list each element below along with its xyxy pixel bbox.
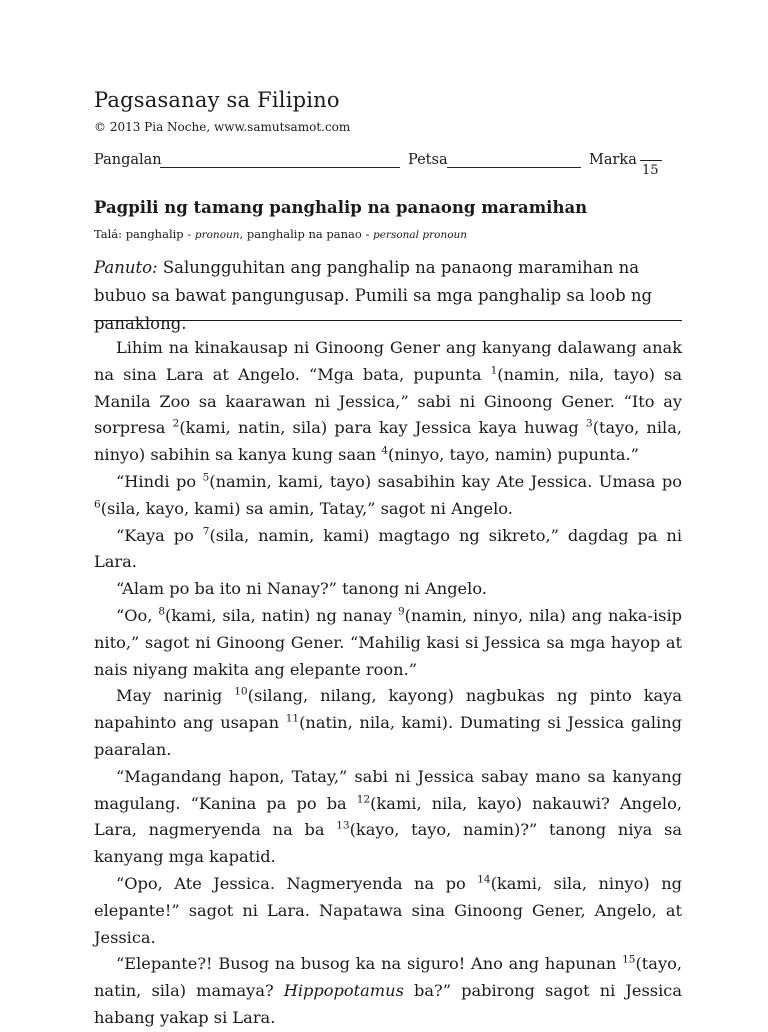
choice-text[interactable]: (kami, natin, sila) para kay Jessica kaya huwag <box>179 418 587 438</box>
choice-text[interactable]: (tayo, natin, sila) mamaya? <box>94 954 682 1001</box>
item-number: 1 <box>490 364 498 377</box>
item-number: 15 <box>622 953 636 966</box>
text-run: “Alam po ba ito ni Nanay?” tanong ni Angelo. <box>116 579 487 599</box>
item-number: 8 <box>158 605 166 618</box>
italic-word: Hippopotamus <box>283 981 404 1001</box>
note-prefix: Talá: panghalip - <box>94 227 195 241</box>
item-number: 10 <box>234 685 248 698</box>
text-run: “Opo, Ate Jessica. Nagmeryenda na po <box>116 873 478 893</box>
text-run: “Kaya po <box>116 525 203 545</box>
story-paragraph <box>94 764 682 871</box>
instructions-text: Salungguhitan ang panghalip na panaong maramihan na bubuo sa bawat pangungusap. Pumili sa mga panghalip sa loob ng panaklong. <box>94 258 653 333</box>
terminology-note <box>94 227 467 241</box>
divider-rule <box>94 320 682 321</box>
story-text <box>94 335 682 1032</box>
score-total: 15 <box>642 163 659 178</box>
story-paragraph <box>94 871 682 951</box>
section-title: Pagpili ng tamang panghalip na panaong maramihan <box>94 198 588 217</box>
choice-text[interactable]: (namin, kami, tayo) sasabihin kay Ate Jessica. Umasa po <box>209 471 682 491</box>
note-mid: , panghalip na panao - <box>239 227 373 241</box>
text-run: “Oo, <box>116 605 159 625</box>
text-run: “Hindi po <box>116 471 203 491</box>
copyright-notice: © 2013 Pia Noche, www.samutsamot.com <box>94 120 351 134</box>
choice-text[interactable]: (kami, sila, ninyo) ng elepante!” sagot ni Lara. Napatawa sina Ginoong Gener, Angelo, at Jessica. <box>94 873 682 947</box>
item-number: 14 <box>477 873 491 886</box>
story-paragraph <box>94 576 682 603</box>
item-number: 13 <box>336 819 350 832</box>
choice-text[interactable]: (sila, namin, kami) magtago ng sikreto,” dagdag pa ni Lara. <box>94 525 683 572</box>
choice-text[interactable]: (namin, nila, tayo) sa Manila Zoo sa kaarawan ni Jessica,” sabi ni Ginoong Gener. “Ito ay sorpresa <box>94 364 682 438</box>
item-number: 3 <box>586 418 593 430</box>
choice-text[interactable]: (namin, ninyo, nila) ang naka-isip nito,” sagot ni Ginoong Gener. “Mahilig kasi si Jessica sa mga hayop at nais niyang makita ang elepante roon.” <box>94 605 683 679</box>
choice-text[interactable]: (sila, kayo, kami) sa amin, Tatay,” sagot ni Angelo. <box>100 498 513 518</box>
name-label: Pangalan <box>94 152 162 168</box>
choice-text[interactable]: (tayo, nila, ninyo) sabihin sa kanya kung saan <box>94 418 682 465</box>
text-run: “Magandang hapon, Tatay,” sabi ni Jessica sabay mano sa kanyang magulang. “Kanina pa po ba <box>94 766 682 813</box>
date-label: Petsa <box>408 152 448 168</box>
story-paragraph <box>94 603 682 683</box>
note-term-personal-pronoun: personal pronoun <box>373 229 468 241</box>
story-paragraph <box>94 335 682 469</box>
story-paragraph <box>94 951 682 1031</box>
item-number: 6 <box>94 498 101 511</box>
student-info-fields <box>94 152 674 182</box>
score-fraction-bar[interactable] <box>640 160 662 161</box>
story-paragraph <box>94 469 682 523</box>
item-number: 7 <box>202 525 210 538</box>
instructions <box>94 254 686 338</box>
choice-text[interactable]: (kayo, tayo, namin)?” tanong niya sa kanyang mga kapatid. <box>94 820 682 867</box>
text-run: May narinig <box>116 686 235 706</box>
choice-text[interactable]: (silang, nilang, kayong) nagbukas ng pinto kaya napahinto ang usapan <box>94 686 682 733</box>
score-label: Marka <box>589 152 637 168</box>
item-number: 9 <box>397 605 405 618</box>
item-number: 11 <box>285 712 300 725</box>
date-blank[interactable] <box>447 167 581 168</box>
choice-text[interactable]: (natin, nila, kami). Dumating si Jessica galing paaralan. <box>94 713 682 759</box>
choice-text[interactable]: (kami, nila, kayo) nakauwi? Angelo, Lara, nagmeryenda na ba <box>94 793 682 840</box>
page-title: Pagsasanay sa Filipino <box>94 88 340 112</box>
item-number: 2 <box>172 418 180 430</box>
choice-text[interactable]: (kami, sila, natin) ng nanay <box>165 605 398 625</box>
text-run: “Elepante?! Busog na busog ka na siguro! Ano ang hapunan <box>116 954 623 974</box>
text-run: ba?” pabirong sagot ni Jessica habang yakap si Lara. <box>94 981 682 1027</box>
story-paragraph <box>94 523 682 577</box>
story-paragraph <box>94 683 682 763</box>
note-term-pronoun: pronoun <box>194 229 240 241</box>
item-number: 12 <box>356 793 371 806</box>
name-blank[interactable] <box>160 167 400 168</box>
text-run: Lihim na kinakausap ni Ginoong Gener ang kanyang dalawang anak na sina Lara at Angelo. “Mga bata, pupunta <box>94 338 682 384</box>
item-number: 5 <box>202 471 210 484</box>
item-number: 4 <box>381 444 389 457</box>
choice-text[interactable]: (ninyo, tayo, namin) pupunta.” <box>388 445 639 465</box>
instructions-label: Panuto: <box>94 258 158 277</box>
